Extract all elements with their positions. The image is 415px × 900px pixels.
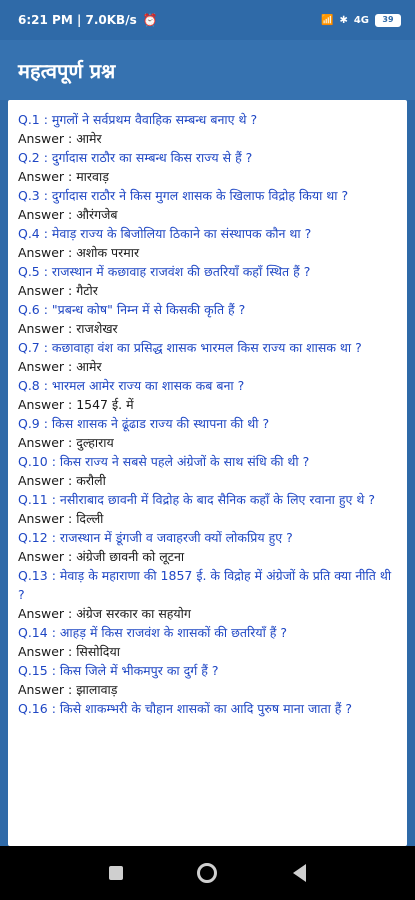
qa-item (18, 224, 397, 262)
answer-text: Answer : 1547 ई. में (18, 397, 134, 412)
question-text: Q.7 : कछावाहा वंश का प्रसिद्ध शासक भारमल किस राज्य का शासक था ? (18, 340, 362, 355)
answer-text: Answer : मारवाड़ (18, 169, 109, 184)
question-text: Q.15 : किस जिले में भीकमपुर का दुर्ग हैं ? (18, 663, 219, 678)
answer-text: Answer : अशोक परमार (18, 245, 140, 260)
question-text: Q.10 : किस राज्य ने सबसे पहले अंग्रेजों के साथ संधि की थी ? (18, 454, 310, 469)
answer-text: Answer : करौली (18, 473, 106, 488)
question-text: Q.12 : राजस्थान में डूंगजी व जवाहरजी क्यों लोकप्रिय हुए ? (18, 530, 293, 545)
qa-item (18, 566, 397, 623)
qa-item (18, 528, 397, 566)
question-text: Q.2 : दुर्गादास राठौर का सम्बन्ध किस राज्य से हैं ? (18, 150, 253, 165)
question-text: Q.4 : मेवाड़ राज्य के बिजोलिया ठिकाने का संस्थापक कौन था ? (18, 226, 312, 241)
qa-item (18, 699, 397, 718)
answer-text: Answer : अंग्रेजी छावनी को लूटना (18, 549, 185, 564)
qa-item (18, 186, 397, 224)
qa-item (18, 661, 397, 699)
question-text: Q.13 : मेवाड़ के महाराणा की 1857 ई. के विद्रोह में अंग्रेजों के प्रति क्या नीति थी ? (18, 568, 392, 602)
qa-item (18, 262, 397, 300)
answer-text: Answer : सिसोदिया (18, 644, 120, 659)
status-bar (0, 0, 415, 40)
qa-item (18, 148, 397, 186)
app-bar (0, 40, 415, 100)
bluetooth-icon: ✱ (339, 14, 348, 26)
status-right (321, 14, 401, 27)
answer-text: Answer : आमेर (18, 359, 102, 374)
recents-button[interactable] (96, 853, 136, 893)
qa-item (18, 414, 397, 452)
qa-item (18, 623, 397, 661)
navigation-bar (0, 846, 415, 900)
qa-item (18, 452, 397, 490)
back-button[interactable] (279, 853, 319, 893)
question-text: Q.5 : राजस्थान में कछावाह राजवंश की छतरियाँ कहाँ स्थित हैं ? (18, 264, 311, 279)
battery-icon: 39 (375, 14, 401, 27)
wifi-icon: 📶 (320, 14, 334, 26)
home-button[interactable] (187, 853, 227, 893)
question-text: Q.9 : किस शासक ने ढूंढाड राज्य की स्थापना की थी ? (18, 416, 270, 431)
network-label: 4G (353, 14, 369, 26)
question-text: Q.16 : किसे शाकम्भरी के चौहान शासकों का आदि पुरुष माना जाता हैं ? (18, 701, 353, 716)
answer-text: Answer : दिल्ली (18, 511, 104, 526)
question-text: Q.3 : दुर्गादास राठौर ने किस मुगल शासक के खिलाफ विद्रोह किया था ? (18, 188, 349, 203)
answer-text: Answer : झालावाड़ (18, 682, 118, 697)
answer-text: Answer : औरंगजेब (18, 207, 118, 222)
home-icon (197, 863, 217, 883)
qa-item (18, 110, 397, 148)
alarm-icon: ⏰ (142, 13, 158, 27)
answer-text: Answer : दुल्हाराय (18, 435, 114, 450)
qa-item (18, 490, 397, 528)
question-text: Q.6 : "प्रबन्ध कोष" निम्न में से किसकी कृति हैं ? (18, 302, 246, 317)
answer-text: Answer : गैटोर (18, 283, 98, 298)
page-title: महत्वपूर्ण प्रश्न (18, 58, 116, 83)
qa-item (18, 376, 397, 414)
question-text: Q.14 : आहड़ में किस राजवंश के शासकों की छतरियाँ हैं ? (18, 625, 288, 640)
qa-item (18, 300, 397, 338)
status-time: 6:21 PM | 7.0KB/s (18, 13, 137, 27)
back-icon (293, 864, 306, 882)
question-text: Q.11 : नसीराबाद छावनी में विद्रोह के बाद सैनिक कहाँ के लिए रवाना हुए थे ? (18, 492, 376, 507)
answer-text: Answer : राजशेखर (18, 321, 118, 336)
qa-item (18, 338, 397, 376)
question-text: Q.1 : मुगलों ने सर्वप्रथम वैवाहिक सम्बन्ध बनाए थे ? (18, 112, 258, 127)
qa-list[interactable] (8, 100, 407, 846)
status-left (18, 13, 158, 27)
question-text: Q.8 : भारमल आमेर राज्य का शासक कब बना ? (18, 378, 245, 393)
answer-text: Answer : अंग्रेज सरकार का सहयोग (18, 606, 191, 621)
recents-icon (109, 866, 123, 880)
answer-text: Answer : आमेर (18, 131, 102, 146)
